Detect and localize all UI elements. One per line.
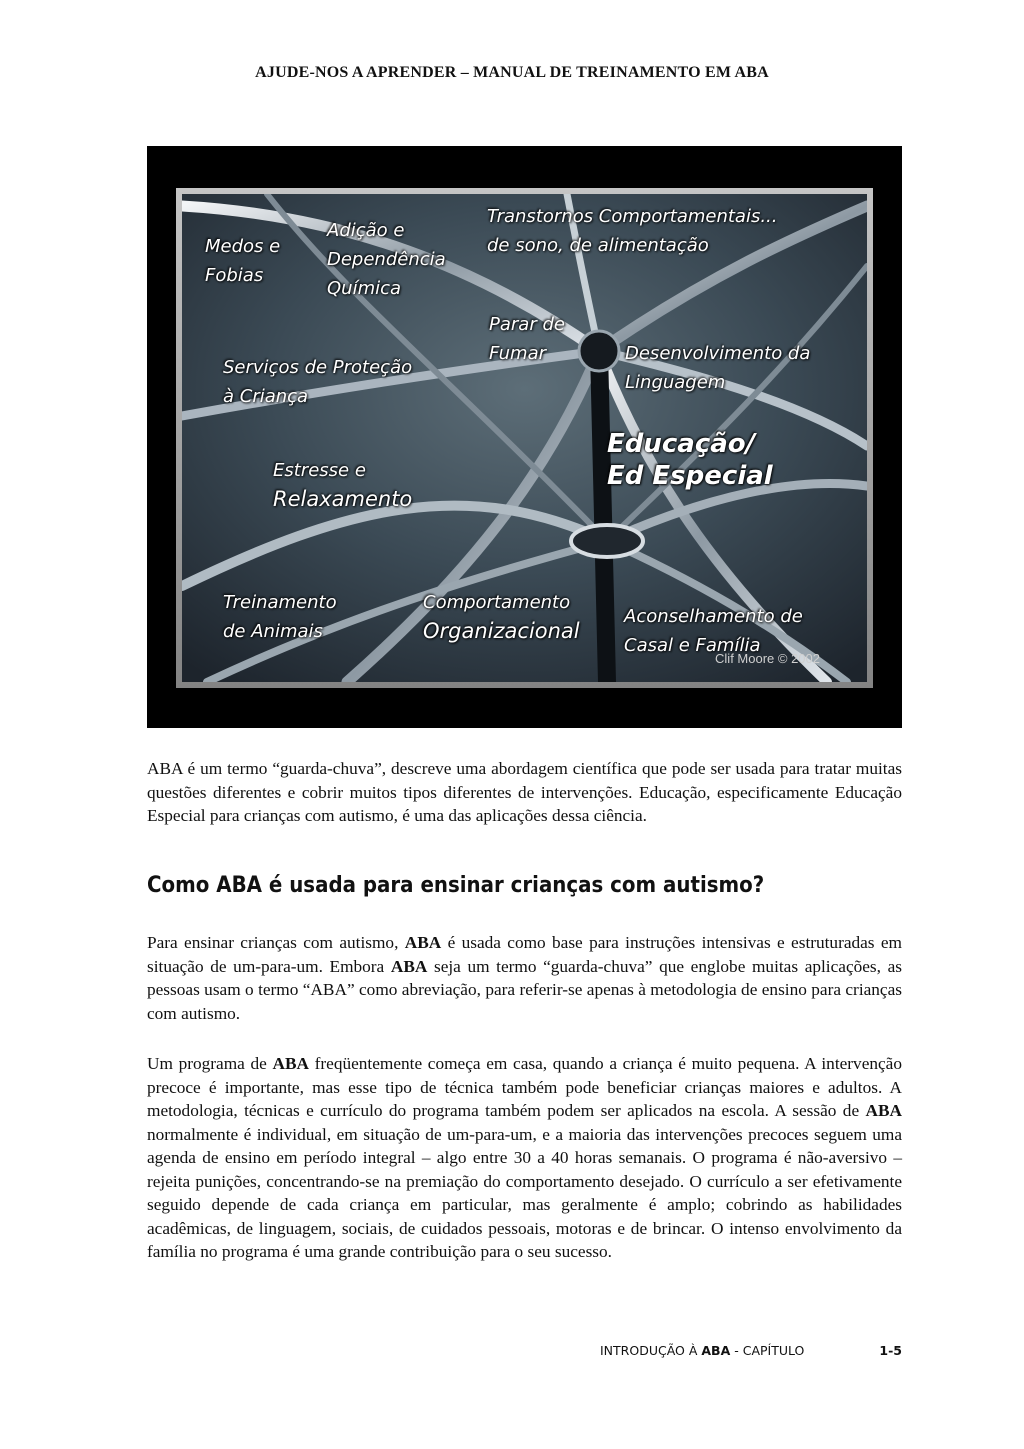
label-educacao: Educação/ Ed Especial bbox=[607, 429, 773, 491]
running-header: AJUDE-NOS A APRENDER – MANUAL DE TREINAMENTO EM ABA bbox=[255, 64, 769, 81]
label-protecao-crianca: Serviços de Proteção à Criança bbox=[223, 357, 413, 407]
label-organizacional: Comportamento Organizacional bbox=[423, 592, 580, 643]
page-footer: INTRODUÇÃO À ABA - CAPÍTULO 1-5 bbox=[600, 1343, 902, 1358]
paragraph-2: Um programa de ABA freqüentemente começa em casa, quando a criança é muito pequena. A intervenção precoce é importante, mas esse tipo de técnica também pode beneficiar crianças maiores e adultos. A metodologia, técnicas e currículo do programa também podem ser aplicados na escola. A sessão de ABA normalmente é individual, em situação de um-para-um, e a maioria das intervenções precoces seguem uma agenda de ensino em período integral – algo entre 30 a 40 horas semanais. O programa é não-aversivo – rejeita punições, concentrando-se na premiação do comportamento desejado. O currículo a ser efetivamente seguido depende de cada criança em particular, mas geralmente é amplo; cobrindo as habilidades acadêmicas, de linguagem, sociais, de cuidados pessoais, motoras e de brincar. O intenso envolvimento da família no programa é uma grande contribuição para o seu sucesso. bbox=[147, 1054, 902, 1261]
umbrella-hub-top bbox=[579, 331, 619, 371]
label-familia: Aconselhamento de Casal e Família bbox=[624, 606, 803, 656]
page-number: 1-5 bbox=[879, 1343, 902, 1358]
label-medos: Medos e Fobias bbox=[205, 236, 281, 286]
label-transtornos: Transtornos Comportamentais... de sono, de alimentação bbox=[487, 206, 778, 256]
label-estresse: Estresse e Relaxamento bbox=[273, 460, 413, 511]
photo-credit: Clif Moore © 2002 bbox=[715, 651, 820, 666]
label-adicao: Adição e Dependência Química bbox=[327, 220, 446, 299]
label-parar-de-fumar: Parar de Fumar bbox=[489, 314, 565, 364]
umbrella-figure bbox=[147, 146, 902, 728]
intro-paragraph: ABA é um termo “guarda-chuva”, descreve uma abordagem científica que pode ser usada para tratar muitas questões diferentes e cobrir muitos tipos diferentes de intervenções. Educação, especificamente Educação Especial para crianças com autismo, é uma das aplicações dessa ciência. bbox=[147, 759, 902, 825]
label-animais: Treinamento de Animais bbox=[223, 592, 337, 642]
umbrella-hub-bottom bbox=[571, 525, 643, 557]
section-heading: Como ABA é usada para ensinar crianças com autismo? bbox=[147, 872, 765, 898]
label-linguagem: Desenvolvimento da Linguagem bbox=[625, 343, 811, 393]
paragraph-1: Para ensinar crianças com autismo, ABA é usada como base para instruções intensivas e estruturadas em situação de um-para-um. Embora ABA seja um termo “guarda-chuva” que englobe muitas aplicações, as pessoas usam o termo “ABA” como abreviação, para referir-se apenas à metodologia de ensino para crianças com autismo. bbox=[147, 933, 902, 1023]
